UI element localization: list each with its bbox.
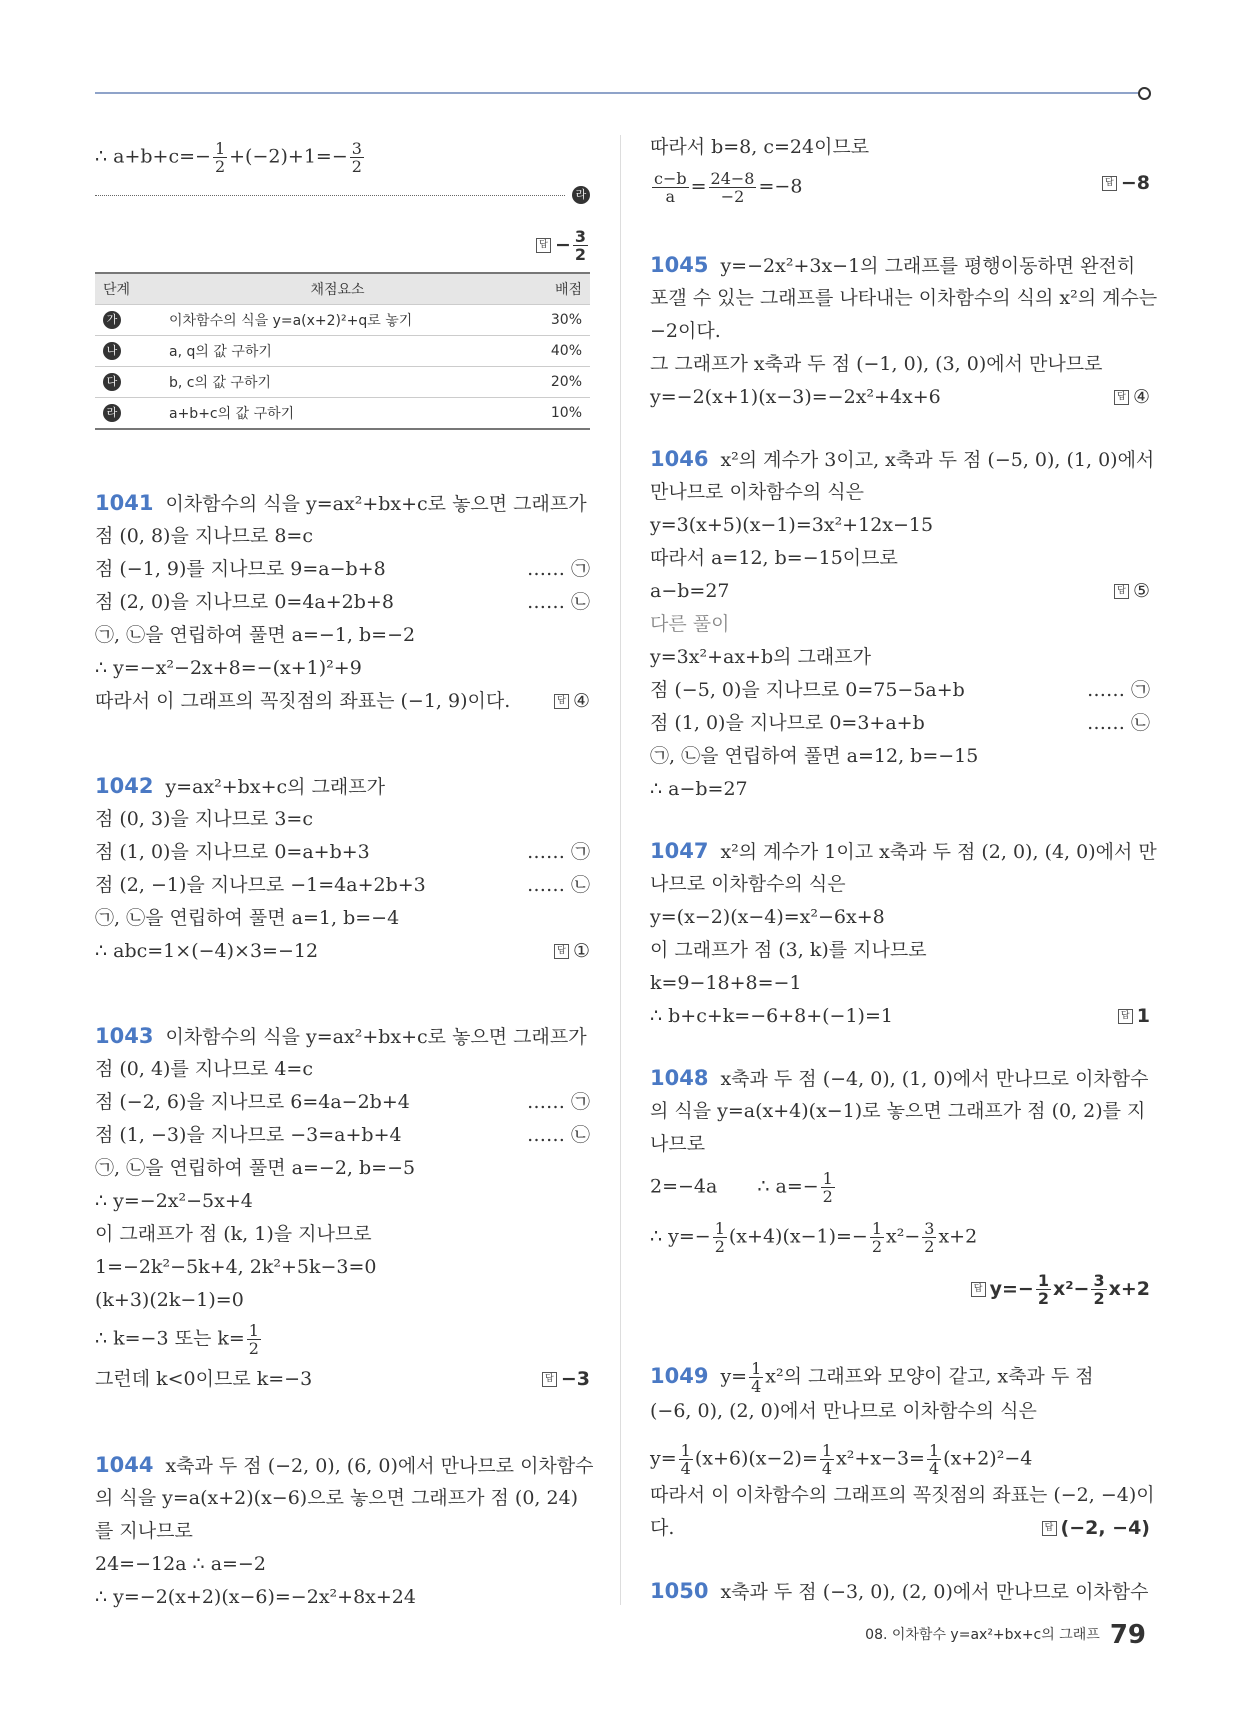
chapter-title: 08. 이차함수 y=ax²+bx+c의 그래프 <box>865 1627 1100 1643</box>
problem-1044: 1044 x축과 두 점 (−2, 0), (6, 0)에서 만나므로 이차함수 <box>95 1453 594 1477</box>
table-row: 가 이차함수의 식을 y=a(x+2)²+q로 놓기 30% <box>95 305 590 336</box>
answer: 답 −3 <box>542 1366 590 1392</box>
problem-1048: 1048 x축과 두 점 (−4, 0), (1, 0)에서 만나므로 이차함수 <box>650 1066 1149 1090</box>
problem-1047: 1047 x²의 계수가 1이고 x축과 두 점 (2, 0), (4, 0)에서 만 <box>650 839 1157 863</box>
header-rule <box>95 92 1145 94</box>
answer: 답 1 <box>1118 1003 1150 1029</box>
header-dot <box>1138 87 1151 100</box>
problem-1041: 1041 이차함수의 식을 y=ax²+bx+c로 놓으면 그래프가 <box>95 491 587 515</box>
answer: 답 ④ <box>1114 384 1150 410</box>
answer: 답 (−2, −4) <box>1042 1515 1150 1541</box>
answer: 답 ⑤ <box>1114 578 1150 604</box>
problem-1042: 1042 y=ax²+bx+c의 그래프가 <box>95 774 385 798</box>
answer: 답 ④ <box>554 688 590 714</box>
dotted-separator <box>95 195 565 196</box>
problem-1049: 1049 y= $\frac{1}{4}$ x²의 그래프와 모양이 같고, x축과 두 점 <box>650 1359 1094 1396</box>
answer: 답 − $\frac{3}{2}$ <box>95 228 590 263</box>
problem-1050: 1050 x축과 두 점 (−3, 0), (2, 0)에서 만나므로 이차함수 <box>650 1579 1149 1603</box>
page-footer <box>865 1620 1146 1650</box>
marker-ra: 라 <box>572 186 590 204</box>
table-row: 다 b, c의 값 구하기 20% <box>95 367 590 398</box>
answer: 답 ① <box>554 938 590 964</box>
problem-1046: 1046 x²의 계수가 3이고, x축과 두 점 (−5, 0), (1, 0)에서 <box>650 447 1155 471</box>
problem-1043: 1043 이차함수의 식을 y=ax²+bx+c로 놓으면 그래프가 <box>95 1024 587 1048</box>
alt-solution-label: 다른 풀이 <box>650 613 730 635</box>
answer: 답 y=− $\frac{1}{2}$ x²− $\frac{3}{2}$ x+2 <box>650 1272 1150 1307</box>
page-number: 79 <box>1109 1620 1146 1650</box>
column-divider <box>620 135 621 1605</box>
table-row: 나 a, q의 값 구하기 40% <box>95 336 590 367</box>
problem-1045: 1045 y=−2x²+3x−1의 그래프를 평행이동하면 완전히 <box>650 253 1136 277</box>
result-line: ∴ a+b+c=− $\frac{1}{2}$ +(−2)+1=− $\frac{3}{2}$ <box>95 139 362 176</box>
table-row: 라 a+b+c의 값 구하기 10% <box>95 398 590 430</box>
answer: 답 −8 <box>1102 170 1150 196</box>
scoring-table: 단계 채점요소 배점 가 이차함수의 식을 y=a(x+2)²+q로 놓기 30% 나 a, q의 값 구하기 40% 다 b, c의 값 구하기 20% 라 a+b+c의 값 구하기 10% <box>95 272 590 430</box>
